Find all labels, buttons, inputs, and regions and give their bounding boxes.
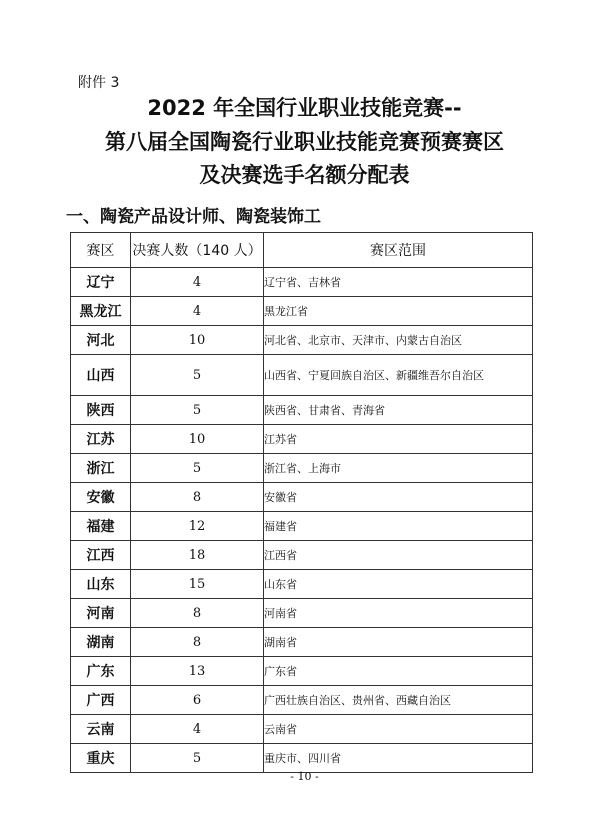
table-row [71, 541, 533, 570]
scope-cell: 江西省 [264, 541, 533, 570]
scope-cell: 江苏省 [264, 425, 533, 454]
table-row [71, 425, 533, 454]
table-row [71, 483, 533, 512]
table-row [71, 454, 533, 483]
page-number: - 10 - [290, 770, 319, 783]
region-cell: 陕西 [71, 396, 131, 425]
count-cell: 5 [131, 744, 264, 773]
table-row [71, 512, 533, 541]
header-count: 决赛人数（140 人） [131, 233, 264, 268]
region-cell: 黑龙江 [71, 297, 131, 326]
table-row [71, 355, 533, 396]
scope-cell: 重庆市、四川省 [264, 744, 533, 773]
scope-cell: 河南省 [264, 599, 533, 628]
count-cell: 8 [131, 483, 264, 512]
scope-cell: 山东省 [264, 570, 533, 599]
region-cell: 山东 [71, 570, 131, 599]
count-cell: 4 [131, 715, 264, 744]
region-cell: 重庆 [71, 744, 131, 773]
scope-cell: 河北省、北京市、天津市、内蒙古自治区 [264, 326, 533, 355]
count-cell: 18 [131, 541, 264, 570]
region-cell: 云南 [71, 715, 131, 744]
table-row [71, 599, 533, 628]
scope-cell: 湖南省 [264, 628, 533, 657]
header-region: 赛区 [71, 233, 131, 268]
scope-cell: 浙江省、上海市 [264, 454, 533, 483]
section-heading: 一、陶瓷产品设计师、陶瓷装饰工 [66, 207, 321, 227]
scope-cell: 福建省 [264, 512, 533, 541]
scope-cell: 安徽省 [264, 483, 533, 512]
table-row [71, 715, 533, 744]
scope-cell: 云南省 [264, 715, 533, 744]
count-cell: 6 [131, 686, 264, 715]
count-cell: 10 [131, 425, 264, 454]
table-row [71, 628, 533, 657]
scope-cell: 黑龙江省 [264, 297, 533, 326]
count-cell: 4 [131, 297, 264, 326]
table-row [71, 570, 533, 599]
region-cell: 浙江 [71, 454, 131, 483]
table-row [71, 744, 533, 773]
region-cell: 河北 [71, 326, 131, 355]
region-cell: 江西 [71, 541, 131, 570]
scope-cell: 辽宁省、吉林省 [264, 268, 533, 297]
count-cell: 5 [131, 396, 264, 425]
table-row [71, 297, 533, 326]
title-line-2: 第八届全国陶瓷行业职业技能竞赛预赛赛区 [105, 130, 504, 154]
table-header-row [71, 233, 533, 268]
region-cell: 河南 [71, 599, 131, 628]
count-cell: 13 [131, 657, 264, 686]
table-row [71, 326, 533, 355]
count-cell: 4 [131, 268, 264, 297]
table-row [71, 268, 533, 297]
count-cell: 12 [131, 512, 264, 541]
count-cell: 5 [131, 355, 264, 396]
region-cell: 辽宁 [71, 268, 131, 297]
scope-cell: 陕西省、甘肃省、青海省 [264, 396, 533, 425]
count-cell: 8 [131, 599, 264, 628]
scope-cell: 山西省、宁夏回族自治区、新疆维吾尔自治区 [264, 355, 533, 396]
quota-table [70, 232, 533, 773]
header-scope: 赛区范围 [264, 233, 533, 268]
count-cell: 15 [131, 570, 264, 599]
region-cell: 安徽 [71, 483, 131, 512]
attachment-label: 附件 3 [78, 75, 120, 91]
region-cell: 广西 [71, 686, 131, 715]
region-cell: 山西 [71, 355, 131, 396]
region-cell: 江苏 [71, 425, 131, 454]
title-line-1: 2022 年全国行业职业技能竞赛-- [147, 96, 462, 120]
count-cell: 10 [131, 326, 264, 355]
title-line-3: 及决赛选手名额分配表 [199, 163, 410, 187]
count-cell: 5 [131, 454, 264, 483]
scope-cell: 广东省 [264, 657, 533, 686]
region-cell: 湖南 [71, 628, 131, 657]
scope-cell: 广西壮族自治区、贵州省、西藏自治区 [264, 686, 533, 715]
table-row [71, 686, 533, 715]
region-cell: 福建 [71, 512, 131, 541]
table-row [71, 396, 533, 425]
region-cell: 广东 [71, 657, 131, 686]
table-row [71, 657, 533, 686]
count-cell: 8 [131, 628, 264, 657]
